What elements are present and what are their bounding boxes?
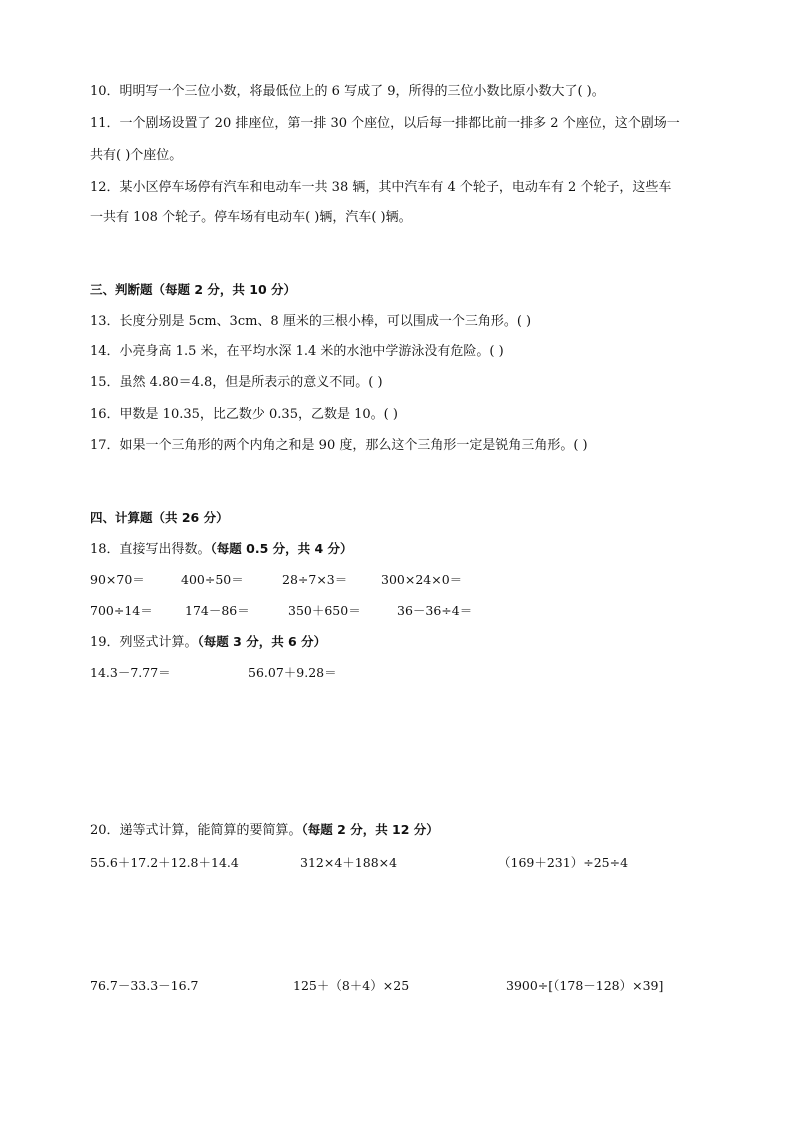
- q18-expr-3: 28÷7×3＝: [282, 572, 348, 587]
- question-10: 10．明明写一个三位小数，将最低位上的 6 写成了 9，所得的三位小数比原小数大了( )。: [90, 84, 605, 99]
- section-4-title: 四、计算题（共 26 分）: [90, 510, 229, 525]
- q19-expr-1: 14.3－7.77＝: [90, 665, 171, 680]
- question-19-label: 19．列竖式计算。: [90, 635, 198, 650]
- question-16: 16．甲数是 10.35，比乙数少 0.35，乙数是 10。( ): [90, 407, 398, 422]
- q18-expr-5: 700÷14＝: [90, 603, 153, 618]
- q20-expr-5: 125＋（8＋4）×25: [293, 978, 410, 993]
- section-3-title: 三、判断题（每题 2 分，共 10 分）: [90, 282, 297, 297]
- question-11-line-1: 11．一个剧场设置了 20 排座位，第一排 30 个座位，以后每一排都比前一排多 2 个座位，这个剧场一: [90, 116, 680, 131]
- q18-expr-1: 90×70＝: [90, 572, 145, 587]
- q20-expr-3: （169＋231）÷25÷4: [498, 855, 629, 870]
- question-12-line-1: 12．某小区停车场停有汽车和电动车一共 38 辆，其中汽车有 4 个轮子，电动车有 2 个轮子，这些车: [90, 180, 672, 195]
- question-19-note: （每题 3 分，共 6 分）: [197, 634, 327, 649]
- q20-expr-4: 76.7－33.3－16.7: [90, 978, 199, 993]
- question-19-header: [90, 634, 326, 651]
- question-15: 15．虽然 4.80＝4.8，但是所表示的意义不同。( ): [90, 375, 383, 390]
- question-20-label: 20．递等式计算，能简算的要简算。: [90, 823, 302, 838]
- q18-expr-4: 300×24×0＝: [381, 572, 463, 587]
- q18-expr-7: 350＋650＝: [288, 603, 361, 618]
- q18-expr-6: 174－86＝: [185, 603, 250, 618]
- question-20-header: [90, 822, 439, 839]
- q18-expr-2: 400÷50＝: [181, 572, 244, 587]
- q20-expr-6: 3900÷[（178－128）×39]: [506, 978, 664, 993]
- question-17: 17．如果一个三角形的两个内角之和是 90 度，那么这个三角形一定是锐角三角形。( ): [90, 438, 588, 453]
- q18-expr-8: 36－36÷4＝: [397, 603, 473, 618]
- q20-expr-1: 55.6＋17.2＋12.8＋14.4: [90, 855, 239, 870]
- question-13: 13．长度分别是 5cm、3cm、8 厘米的三根小棒，可以围成一个三角形。( ): [90, 314, 532, 329]
- question-14: 14．小亮身高 1.5 米，在平均水深 1.4 米的水池中学游泳没有危险。( ): [90, 344, 504, 359]
- question-11-line-2: 共有( )个座位。: [90, 148, 183, 163]
- question-12-line-2: 一共有 108 个轮子。停车场有电动车( )辆，汽车( )辆。: [90, 210, 412, 225]
- q19-expr-2: 56.07＋9.28＝: [248, 665, 337, 680]
- question-18-header: [90, 541, 353, 558]
- q20-expr-2: 312×4＋188×4: [300, 855, 398, 870]
- question-18-note: （每题 0.5 分，共 4 分）: [210, 541, 353, 556]
- question-18-label: 18．直接写出得数。: [90, 542, 211, 557]
- question-20-note: （每题 2 分，共 12 分）: [301, 822, 439, 837]
